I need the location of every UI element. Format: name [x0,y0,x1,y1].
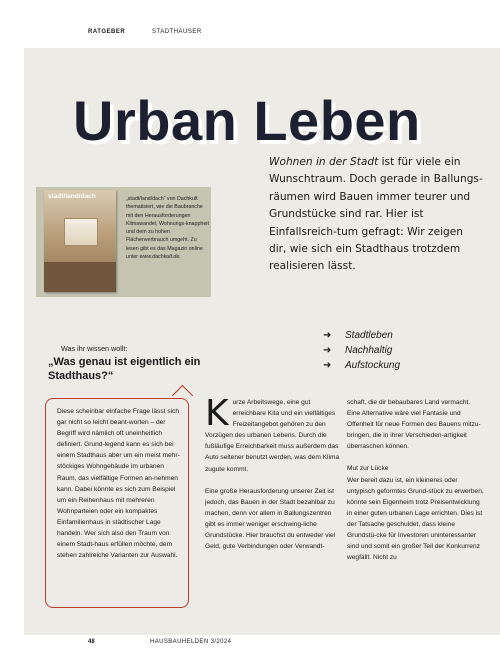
page-number: 48 [88,639,95,645]
question-headline: „Was genau ist eigentlich ein Stadthaus?“ [48,356,201,382]
arrow-right-icon: ➜ [323,330,332,341]
cover-window-shape [64,218,98,246]
body-column-1 [205,393,340,552]
page-header [0,0,500,48]
question-lead: Was ihr wissen wollt: [61,344,128,353]
arrow-right-icon: ➜ [323,345,332,356]
magazine-issue: HAUSBAUHELDEN 3/2024 [150,639,232,645]
cover-floor-shape [44,262,116,292]
intro-rest: ist für viele ein Wunschtraum. Doch gerade in Ballungs-räumen wird Bauen immer teurer und Grundstücke sind rar. Hier ist Einfallsreich-tum gefragt: Wir zeigen dir, wie sich ein Stadthaus trotzdem realisieren lässt. [269,156,483,273]
intro-text [269,154,483,276]
tag-list [323,328,400,373]
tag-item: ➜ Stadtleben [323,330,393,341]
arrow-right-icon: ➜ [323,360,332,371]
speech-bubble [45,398,189,608]
magazine-caption [126,195,210,261]
drop-cap: K [205,393,229,434]
question-answer: Diese scheinbar einfache Frage lässt sich gar nicht so leicht beant-worten – der Begriff wird nämlich oft uneinheitlich definiert. Grund-legend kann es sich bei einem Stadthaus aber um ein meist mehr-stöckiges Wohngebäude im urbanen Raum, das vielfältige Formen an-nehmen kann. Dabei könnte es sich zum Beispiel um ein Reihenhaus mit mehreren Wohnparteien oder ein kompaktes Einfamilienhaus in städtischer Lage handeln. Wer sich also den Traum von einem Stadt-haus erfüllen möchte, dem stehen zahlreiche Varianten zur Auswahl. [57,408,180,560]
magazine-caption-text: „stadt/land/dach“ von Dachkult thematisiert, wie die Baubranche mit den Herausforderungen Klimawandel, Wohnungs-knappheit und dem zu hohen Flächenverbrauch umgeht. Zu lesen gibt es das Magazin online unter [126,196,209,261]
tag-item: ➜ Nachhaltig [323,345,393,356]
body-paragraph: urze Arbeitswege, eine gut erreichbare Kita und ein vielfältiges Freizeitangebot gehören zu den Vorzügen des urbanen Lebens. Durch die fußläufige Erreichbarkeit muss außerdem das Auto seltener benutzt werden, was dem Klima zugute kommt. [205,399,340,473]
body-paragraph: schaft, die dir bebaubares Land vermacht. Eine Alternative wäre viel Fantasie und Offenheit für neue Formen des Bauens mitzu-bringen, die in ihrer Verschieden-artigkeit überraschen können. [347,399,481,451]
intro-lead: Wohnen in der Stadt [269,156,379,168]
tag-item: ➜ Aufstockung [323,360,401,371]
body-subheading: Mut zur Lücke [347,465,389,473]
body-paragraph: Wer bereit dazu ist, ein kleineres oder untypisch geformtes Grund-stück zu erwerben, könnte sein Eigenheim trotz Preisentwicklung in einer guten urbanen Lage errichten. Dies ist der Tatsache geschuldet, dass kleine Grundstü-cke für Investoren uninteressanter sind und somit ein großer Teil der Konkurrenz wegfällt. Nicht zu [347,476,484,562]
magazine-cover-title: stadt/land/dach [48,193,96,200]
subsection-label: STADTHÄUSER [152,29,202,35]
magazine-url[interactable]: www.dachkult.de. [139,254,181,261]
body-column-2 [347,397,484,563]
body-paragraph: Eine große Herausforderung unserer Zeit ist jedoch, das Bauen in der Stadt bezahlbar zu machen, denn vor allem in Ballungszentren gibt es immer weniger erschwing-liche Grundstücke. Hier brauchst du entweder viel Geld, gute Verbindungen oder Verwandt- [205,487,336,551]
article-title: Urban Leben [73,89,421,152]
section-label: RATGEBER [88,29,126,35]
magazine-cover-image [44,190,116,292]
